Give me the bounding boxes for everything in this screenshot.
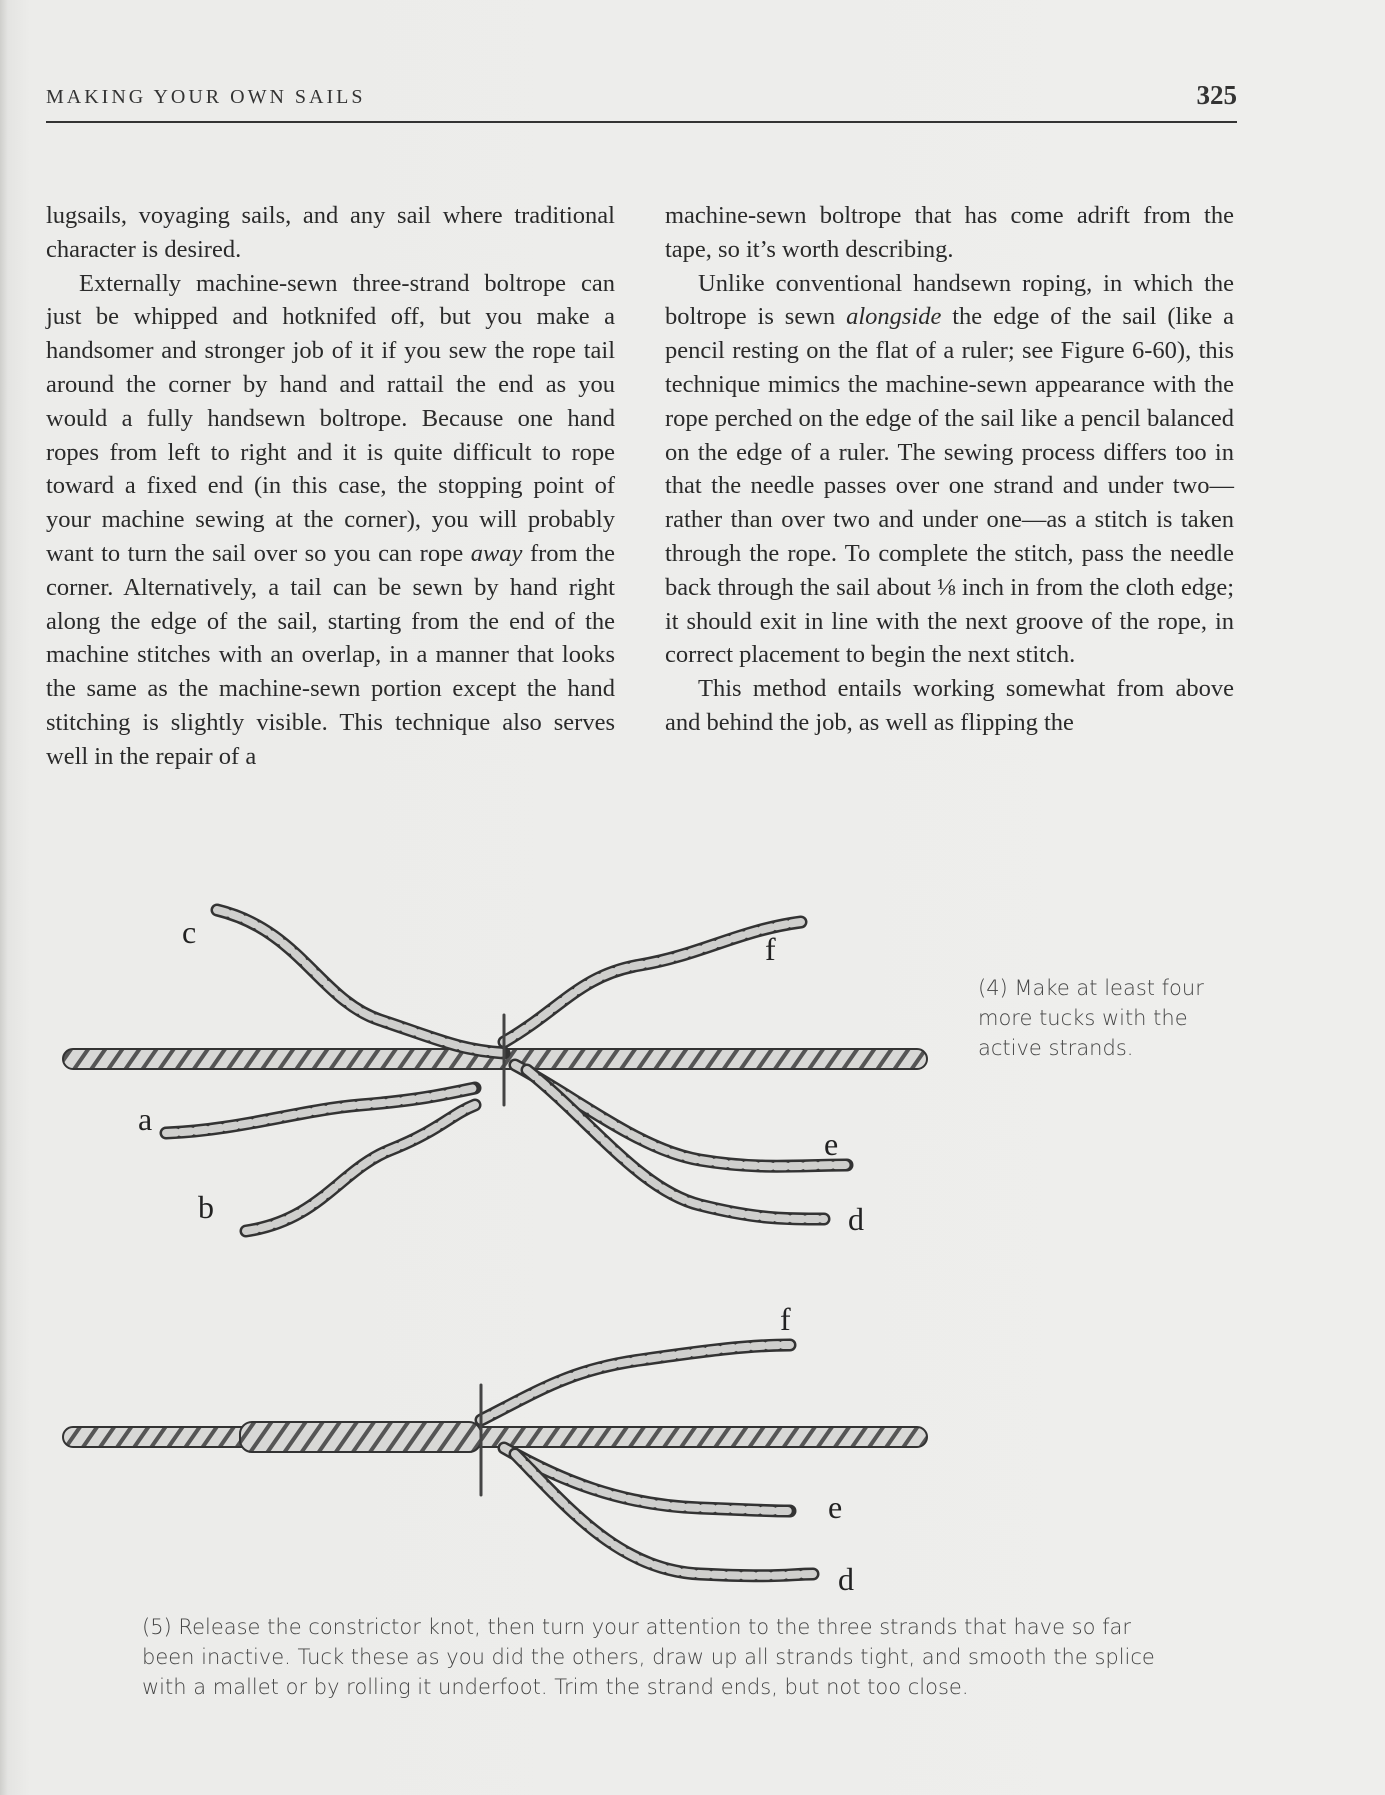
figure-4-caption: (4) Make at least four more tucks with the active strands. (978, 976, 1204, 1060)
strand-label-d: d (848, 1201, 864, 1237)
emphasis: away (470, 539, 523, 567)
paragraph: This method entails working somewhat from above and behind the job, as well as flipping the (665, 675, 1234, 736)
strand-label-a: a (138, 1101, 153, 1137)
figure-4-illustration (63, 910, 927, 1237)
paragraph: machine-sewn boltrope that has come adrift from the tape, so it’s worth describing. (665, 202, 1234, 263)
paragraph: lugsails, voyaging sails, and any sail where traditional character is desired. (46, 202, 615, 263)
text: from the corner. Alternatively, a tail can be sewn by hand right along the edge of the sail, starting from the end of the machine stitches with an overlap, in a manner that looks the same as the machine-sewn portion except the hand stitching is slightly visible. This technique also serves well in the repair of a (46, 539, 615, 770)
strand-label-d: d (838, 1561, 854, 1597)
strand-label-b: b (198, 1189, 214, 1225)
strand-label-e: e (824, 1126, 839, 1162)
strand-label-e: e (828, 1489, 843, 1525)
figure-5-illustration (63, 1301, 927, 1597)
text: the edge of the sail (like a pencil resting on the flat of a ruler; see Figure 6-60), this technique mimics the machine-sewn appearance with the rope perched on the edge of the sail like a pencil balanced on the edge of a ruler. The sewing process differs too in that the needle passes over one strand and under two—rather than over two and under one—as a stitch is taken through the rope. To complete the stitch, pass the needle back through the sail about ⅛ inch in from the cloth edge; it should exit in line with the next groove of the rope, in correct placement to begin the next stitch. (665, 303, 1234, 669)
strands (166, 910, 847, 1231)
figure-5-caption: (5) Release the constrictor knot, then turn your attention to the three strands that have so far been inactive. Tuck these as you did the others, draw up all strands tight, and smooth the splice with a mallet or by rolling it underfoot. Trim the strand ends, but not too close. (142, 1615, 1155, 1699)
emphasis: alongside (846, 303, 942, 331)
strand-label-c: c (182, 914, 197, 950)
strand-label-f: f (780, 1301, 791, 1337)
text: Unlike conventional handsewn roping, in which the boltrope is sewn (665, 269, 1234, 331)
running-head: MAKING YOUR OWN SAILS (46, 86, 366, 108)
main-rope (63, 1427, 927, 1447)
text: Externally machine-sewn three-strand boltrope can just be whipped and hotknifed off, but you make a handsomer and stronger job of it if you sew the rope tail around the corner by hand and rattail the end as you would a fully handsewn boltrope. Because one hand ropes from left to right and it is quite difficult to rope toward a fixed end (in this case, the stopping point of your machine sewing at the corner), you will probably want to turn the sail over so you can rope (46, 269, 615, 567)
strands (481, 1345, 813, 1576)
splice-section (240, 1422, 481, 1452)
strand-label-f: f (765, 931, 776, 967)
page-number: 325 (1196, 80, 1237, 110)
